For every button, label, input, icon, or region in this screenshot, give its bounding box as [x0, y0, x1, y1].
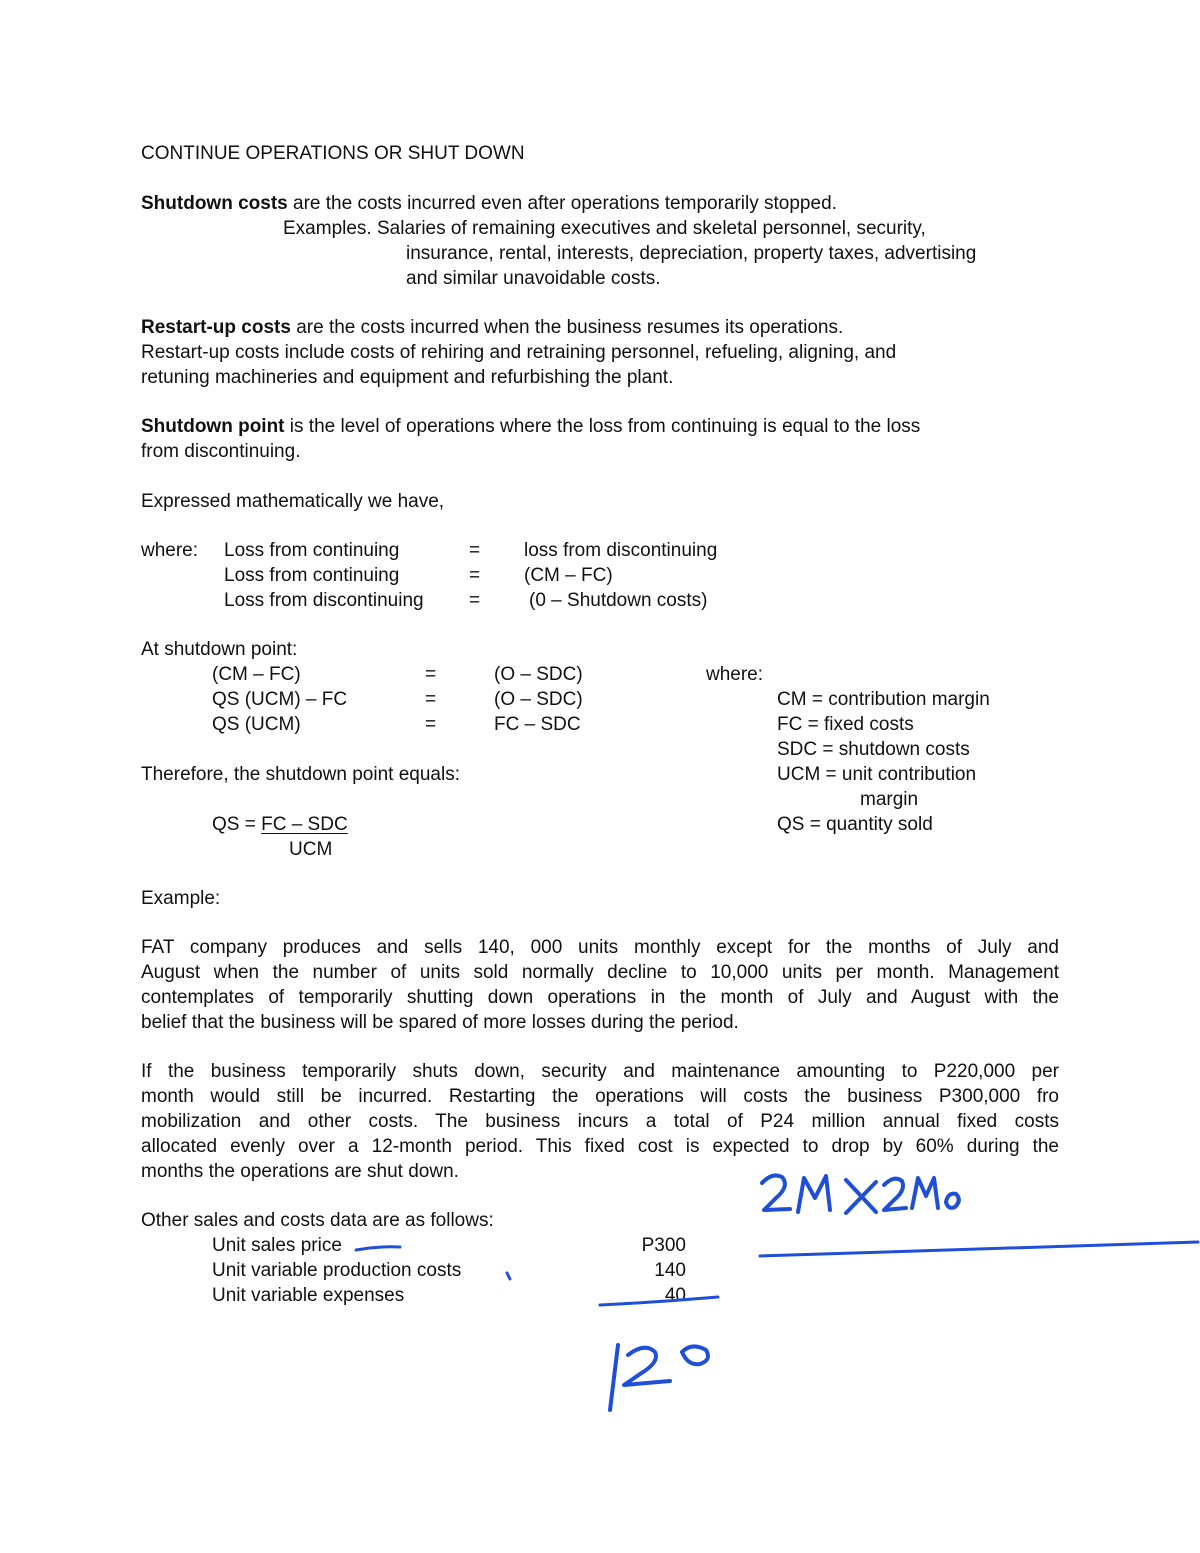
restart-costs-text: are the costs incurred when the business resumes its operations. [290, 317, 844, 338]
where-row-equals: = [469, 540, 481, 561]
shutdown-eq-left: QS (UCM) – FC [212, 689, 348, 710]
formula-lhs: QS = [212, 814, 262, 835]
shutdown-examples-line: Examples. Salaries of remaining executives and skeletal personnel, security, [283, 218, 926, 239]
paragraph-line: August when the number of units sold normally decline to 10,000 units per month. Management [141, 962, 1059, 983]
therefore-line: Therefore, the shutdown point equals: [141, 764, 460, 785]
legend-item: margin [860, 789, 919, 810]
expressed-line: Expressed mathematically we have, [141, 491, 445, 512]
data-row-value: 140 [654, 1260, 686, 1281]
legend-item: SDC = shutdown costs [777, 739, 970, 760]
paragraph-line: If the business temporarily shuts down, security and maintenance amounting to P220,000 per [141, 1061, 1059, 1082]
restart-costs-term: Restart-up costs [141, 317, 291, 338]
shutdown-eq-right: FC – SDC [494, 714, 581, 735]
shutdown-point-line: from discontinuing. [141, 441, 301, 462]
paragraph-line: mobilization and other costs. The business incurs a total of P24 million annual fixed costs [141, 1111, 1059, 1132]
paragraph-line: month would still be incurred. Restarting the operations will costs the business P300,000 fro [141, 1086, 1059, 1107]
shutdown-eq-right: (O – SDC) [494, 664, 583, 685]
shutdown-eq-equals: = [425, 714, 437, 735]
example-label: Example: [141, 888, 221, 909]
formula-denominator: UCM [289, 839, 333, 860]
where-label: where: [141, 540, 199, 561]
shutdown-eq-equals: = [425, 664, 437, 685]
legend-item: UCM = unit contribution [777, 764, 977, 785]
ink-annotation-120 [610, 1345, 708, 1410]
paragraph-line: contemplates of temporarily shutting down operations in the month of July and August with the [141, 987, 1059, 1008]
paragraph-line: belief that the business will be spared of more losses during the period. [141, 1012, 739, 1033]
ink-long-line [760, 1242, 1198, 1256]
at-shutdown-label: At shutdown point: [141, 639, 298, 660]
where-row-equals: = [469, 565, 481, 586]
restart-costs-line: Restart-up costs include costs of rehiring and retraining personnel, refueling, aligning, and [141, 342, 897, 363]
where-row-right: (0 – Shutdown costs) [529, 590, 708, 611]
shutdown-costs-text: are the costs incurred even after operations temporarily stopped. [287, 193, 837, 214]
legend-item: QS = quantity sold [777, 814, 933, 835]
paragraph-line: allocated evenly over a 12-month period. This fixed cost is expected to drop by 60% during the [141, 1136, 1059, 1157]
restart-costs-line: retuning machineries and equipment and refurbishing the plant. [141, 367, 674, 388]
shutdown-eq-equals: = [425, 689, 437, 710]
ink-tick-mark [507, 1273, 510, 1279]
data-row-value: P300 [641, 1235, 686, 1256]
legend-label: where: [706, 664, 764, 685]
page-title: CONTINUE OPERATIONS OR SHUT DOWN [141, 143, 525, 164]
paragraph-line: months the operations are shut down. [141, 1161, 459, 1182]
shutdown-eq-left: QS (UCM) [212, 714, 301, 735]
where-row-right: (CM – FC) [524, 565, 613, 586]
ink-annotation-2m-x2mos [762, 1175, 959, 1213]
shutdown-eq-left: (CM – FC) [212, 664, 301, 685]
where-row-left: Loss from continuing [224, 540, 400, 561]
shutdown-eq-right: (O – SDC) [494, 689, 583, 710]
data-row-label: Unit sales price [212, 1235, 342, 1256]
ink-underline-price [356, 1247, 400, 1250]
where-row-right: loss from discontinuing [524, 540, 718, 561]
data-row-label: Unit variable production costs [212, 1260, 462, 1281]
ink-total-line [600, 1297, 718, 1305]
shutdown-point-term: Shutdown point [141, 416, 285, 437]
shutdown-costs-term: Shutdown costs [141, 193, 288, 214]
where-row-left: Loss from discontinuing [224, 590, 424, 611]
paragraph-line: FAT company produces and sells 140, 000 units monthly except for the months of July and [141, 937, 1059, 958]
formula-numerator: FC – SDC [261, 814, 348, 835]
data-row-label: Unit variable expenses [212, 1285, 405, 1306]
legend-item: CM = contribution margin [777, 689, 990, 710]
other-data-label: Other sales and costs data are as follows: [141, 1210, 494, 1231]
shutdown-examples-line: insurance, rental, interests, depreciation, property taxes, advertising [406, 243, 977, 264]
data-row-value: 40 [664, 1285, 686, 1306]
shutdown-point-text: is the level of operations where the loss from continuing is equal to the loss [284, 416, 921, 437]
where-row-left: Loss from continuing [224, 565, 400, 586]
legend-item: FC = fixed costs [777, 714, 914, 735]
shutdown-examples-line: and similar unavoidable costs. [406, 268, 661, 289]
where-row-equals: = [469, 590, 481, 611]
